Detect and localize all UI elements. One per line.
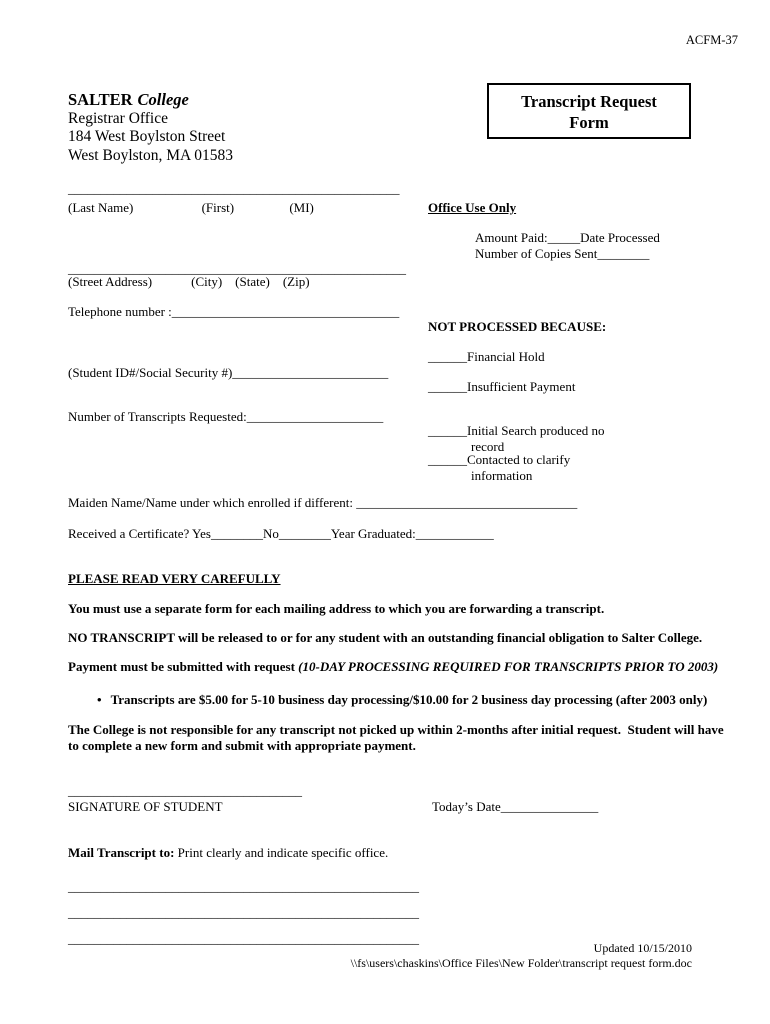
address-blank-line: ____________________________________________________: [68, 261, 406, 276]
student-id-label: (Student ID#/Social Security #): [68, 365, 233, 380]
college-name: [68, 91, 233, 110]
college-city-line: West Boylston, MA 01583: [68, 146, 233, 164]
reason-initial-search-line1: ______Initial Search produced no: [428, 423, 605, 438]
reason-contacted-clarify-line1: ______Contacted to clarify: [428, 452, 571, 467]
document-footer: [351, 941, 692, 971]
mail-address-line-2: ______________________________________________________: [68, 905, 419, 920]
college-name-italic: College: [137, 90, 189, 109]
signature-blank-line: ____________________________________: [68, 783, 302, 798]
amount-paid-line: Amount Paid:_____Date Processed: [475, 230, 660, 245]
reason-contacted-clarify: [428, 452, 570, 485]
reason-contacted-clarify-line2: information: [471, 468, 533, 484]
office-use-amount-block: [475, 230, 660, 261]
certificate-field: Received a Certificate? Yes________No________Year Graduated:____________: [68, 526, 494, 541]
todays-date-blank-line: _______________: [500, 799, 599, 814]
mail-transcript-instruction: Print clearly and indicate specific office.: [174, 845, 389, 860]
notice-paragraph-2: NO TRANSCRIPT will be released to or for any student with an outstanding financial obligation to Salter College.: [68, 630, 703, 645]
price-bullet-text: Transcripts are $5.00 for 5-10 business day processing/$10.00 for 2 business day processing (after 2003 only): [110, 692, 708, 707]
reason-insufficient-payment: ______Insufficient Payment: [428, 379, 576, 394]
mail-address-line-1: ______________________________________________________: [68, 879, 419, 894]
payment-text: Payment must be submitted with request: [68, 659, 299, 674]
notice-paragraph-1: You must use a separate form for each mailing address to which you are forwarding a transcript.: [68, 601, 605, 616]
reason-initial-search: [428, 423, 605, 456]
notice-paragraph-4: The College is not responsible for any transcript not picked up within 2-months after initial request. Student will have to complete a new form and submit with appropriate payment.: [68, 722, 727, 754]
transcripts-requested-label: Number of Transcripts Requested:: [68, 409, 247, 424]
form-title-line2: Form: [569, 113, 609, 132]
copies-sent-line: Number of Copies Sent________: [475, 245, 650, 261]
read-carefully-heading: PLEASE READ VERY CAREFULLY: [68, 571, 281, 586]
maiden-name-field: [68, 495, 577, 511]
footer-updated: Updated 10/15/2010: [593, 941, 692, 955]
mail-transcript-field: [68, 845, 388, 861]
maiden-name-label: Maiden Name/Name under which enrolled if different:: [68, 495, 357, 510]
telephone-blank-line: ___________________________________: [171, 304, 400, 319]
telephone-label: Telephone number :: [68, 304, 172, 319]
not-processed-heading: NOT PROCESSED BECAUSE:: [428, 319, 607, 334]
name-field-labels: (Last Name) (First) (MI): [68, 200, 314, 215]
student-id-blank-line: ________________________: [232, 365, 389, 380]
processing-note-italic: (10-DAY PROCESSING REQUIRED FOR TRANSCRIPTS PRIOR TO 2003): [298, 659, 719, 674]
college-address: [68, 91, 233, 165]
college-name-main: SALTER: [68, 90, 133, 109]
telephone-field: [68, 304, 399, 320]
office-use-heading: Office Use Only: [428, 200, 517, 215]
transcripts-requested-blank-line: _____________________: [246, 409, 384, 424]
doc-code: ACFM-37: [685, 33, 738, 47]
maiden-name-blank-line: __________________________________: [356, 495, 578, 510]
bullet-icon: •: [97, 692, 102, 707]
form-title-box: [487, 83, 691, 139]
mail-address-line-3: ______________________________________________________: [68, 931, 419, 946]
college-street-line: 184 West Boylston Street: [68, 128, 226, 145]
address-field-labels: (Street Address) (City) (State) (Zip): [68, 274, 310, 289]
todays-date-field: [432, 799, 598, 815]
price-bullet-item: [97, 692, 707, 708]
transcripts-requested-field: [68, 409, 383, 425]
signature-label: SIGNATURE OF STUDENT: [68, 799, 223, 814]
college-office-line: Registrar Office: [68, 109, 168, 127]
notice-paragraph-3: [68, 659, 718, 675]
form-title-line1: Transcript Request: [521, 92, 657, 111]
footer-file-path: \\fs\users\chaskins\Office Files\New Folder\transcript request form.doc: [350, 956, 692, 970]
student-id-field: [68, 365, 388, 381]
reason-financial-hold: ______Financial Hold: [428, 349, 545, 364]
mail-transcript-label: Mail Transcript to:: [68, 845, 175, 860]
todays-date-label: Today’s Date: [432, 799, 501, 814]
name-blank-line: ___________________________________________________: [68, 181, 400, 196]
reason-initial-search-line2: record: [471, 439, 505, 455]
